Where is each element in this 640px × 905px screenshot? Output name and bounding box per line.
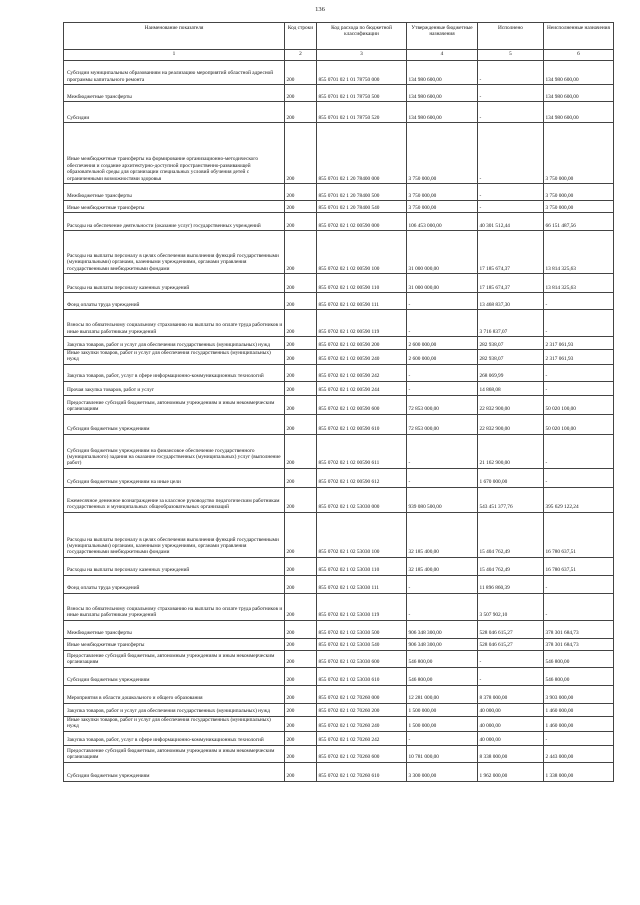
table-row xyxy=(64,620,614,638)
row-name: Закупка товаров, работ и услуг для обеспечения государственных (муниципальных) нужд xyxy=(64,703,285,716)
row-executed-amount: - xyxy=(478,123,544,184)
row-line-code: 200 xyxy=(285,293,317,310)
header-executed: Исполнено xyxy=(478,23,544,50)
table-row xyxy=(64,745,614,762)
row-line-code: 200 xyxy=(285,650,317,667)
row-name: Расходы на выплаты персоналу казенных учреждений xyxy=(64,557,285,575)
row-approved-amount: 12 281 000,00 xyxy=(407,685,478,703)
table-row xyxy=(64,310,614,337)
row-approved-amount: 31 000 000,00 xyxy=(407,231,478,274)
row-remaining-amount: - xyxy=(544,468,614,487)
row-executed-amount: 8 338 000,00 xyxy=(478,745,544,762)
row-approved-amount: - xyxy=(407,293,478,310)
row-approved-amount: - xyxy=(407,381,478,395)
column-number: 6 xyxy=(544,50,614,61)
row-name: Предоставление субсидий бюджетным, автономным учреждениям и иным некоммерческим организациям xyxy=(64,650,285,667)
row-budget-code: 855 0701 02 1 20 78400 500 xyxy=(317,184,407,201)
row-executed-amount: - xyxy=(478,61,544,85)
row-executed-amount: 1 962 000,00 xyxy=(478,762,544,781)
table-row xyxy=(64,364,614,381)
row-name: Фонд оплаты труда учреждений xyxy=(64,575,285,593)
row-name: Иные межбюджетные трансферты xyxy=(64,201,285,213)
row-budget-code: 855 0702 02 1 02 53030 600 xyxy=(317,650,407,667)
row-executed-amount: 40 000,00 xyxy=(478,703,544,716)
row-approved-amount: 1 500 000,00 xyxy=(407,703,478,716)
row-budget-code: 855 0702 02 1 02 00590 240 xyxy=(317,350,407,365)
table-row xyxy=(64,350,614,365)
header-row xyxy=(64,23,614,50)
row-remaining-amount: 395 629 122,24 xyxy=(544,487,614,512)
column-number: 5 xyxy=(478,50,544,61)
row-remaining-amount: 546 800,00 xyxy=(544,650,614,667)
row-remaining-amount: 13 814 325,63 xyxy=(544,274,614,293)
row-name: Мероприятия в области дошкольного и общего образования xyxy=(64,685,285,703)
row-approved-amount: 3 750 000,00 xyxy=(407,123,478,184)
row-remaining-amount: - xyxy=(544,293,614,310)
row-name: Закупка товаров, работ, услуг в сфере информационно-коммуникационных технологий xyxy=(64,731,285,745)
table-row xyxy=(64,201,614,213)
row-line-code: 200 xyxy=(285,310,317,337)
row-remaining-amount: 50 020 100,00 xyxy=(544,414,614,434)
column-number: 3 xyxy=(317,50,407,61)
table-row xyxy=(64,337,614,350)
row-name: Иные межбюджетные трансферты на формирование организационно-методического обеспечения и создание архитектурно-доступной пространственно-развивающей образовательной среды для организации специальных условий обучения детей с ограниченными возможностями здоровья xyxy=(64,123,285,184)
row-name: Прочая закупка товаров, работ и услуг xyxy=(64,381,285,395)
row-remaining-amount: 1 460 000,00 xyxy=(544,703,614,716)
row-executed-amount: 15 404 762,49 xyxy=(478,557,544,575)
row-executed-amount: 40 301 512,44 xyxy=(478,213,544,231)
row-remaining-amount: 16 780 637,51 xyxy=(544,512,614,557)
row-remaining-amount: 3 750 000,00 xyxy=(544,184,614,201)
row-budget-code: 855 0701 02 1 01 78750 000 xyxy=(317,61,407,85)
row-line-code: 200 xyxy=(285,762,317,781)
row-budget-code: 855 0702 02 1 02 00590 610 xyxy=(317,414,407,434)
row-line-code: 200 xyxy=(285,231,317,274)
row-remaining-amount: 134 980 600,00 xyxy=(544,102,614,123)
row-executed-amount: 17 185 674,37 xyxy=(478,274,544,293)
row-executed-amount: - xyxy=(478,667,544,685)
row-remaining-amount: - xyxy=(544,731,614,745)
row-approved-amount: 546 800,00 xyxy=(407,667,478,685)
row-approved-amount: 2 600 000,00 xyxy=(407,337,478,350)
header-budget-code: Код расхода по бюджетной классификации xyxy=(317,23,407,50)
row-name: Межбюджетные трансферты xyxy=(64,184,285,201)
row-approved-amount: 3 750 000,00 xyxy=(407,201,478,213)
row-remaining-amount: 3 750 000,00 xyxy=(544,123,614,184)
row-approved-amount: 10 781 000,00 xyxy=(407,745,478,762)
row-budget-code: 855 0701 02 1 20 78400 540 xyxy=(317,201,407,213)
table-row xyxy=(64,638,614,650)
table-row xyxy=(64,593,614,620)
row-approved-amount: 134 980 600,00 xyxy=(407,102,478,123)
row-line-code: 200 xyxy=(285,184,317,201)
table-row xyxy=(64,213,614,231)
row-budget-code: 855 0701 02 1 01 78750 520 xyxy=(317,102,407,123)
table-row xyxy=(64,274,614,293)
row-budget-code: 855 0702 02 1 02 53030 110 xyxy=(317,557,407,575)
row-executed-amount: 21 162 900,00 xyxy=(478,434,544,468)
row-approved-amount: - xyxy=(407,468,478,487)
table-row xyxy=(64,434,614,468)
row-remaining-amount: 3 903 000,00 xyxy=(544,685,614,703)
row-approved-amount: 134 980 600,00 xyxy=(407,61,478,85)
row-budget-code: 855 0702 02 1 02 00590 119 xyxy=(317,310,407,337)
row-line-code: 200 xyxy=(285,434,317,468)
table-row xyxy=(64,231,614,274)
header-name: Наименование показателя xyxy=(64,23,285,50)
row-executed-amount: 13 468 837,30 xyxy=(478,293,544,310)
page-number: 136 xyxy=(315,6,325,13)
row-budget-code: 855 0702 02 1 02 53030 540 xyxy=(317,638,407,650)
row-remaining-amount: 2 317 061,93 xyxy=(544,350,614,365)
row-budget-code: 855 0702 02 1 02 53030 500 xyxy=(317,620,407,638)
row-line-code: 200 xyxy=(285,364,317,381)
table-row xyxy=(64,575,614,593)
column-number: 2 xyxy=(285,50,317,61)
row-remaining-amount: 66 151 487,56 xyxy=(544,213,614,231)
row-executed-amount: 22 832 900,00 xyxy=(478,414,544,434)
row-budget-code: 855 0702 02 1 02 53030 000 xyxy=(317,487,407,512)
row-executed-amount: 15 404 762,49 xyxy=(478,512,544,557)
row-name: Иные межбюджетные трансферты xyxy=(64,638,285,650)
row-executed-amount: 17 185 674,37 xyxy=(478,231,544,274)
row-remaining-amount: 378 301 684,73 xyxy=(544,638,614,650)
row-approved-amount: - xyxy=(407,575,478,593)
row-name: Ежемесячное денежное вознаграждение за классное руководство педагогическим работникам государственных и муниципальных общеобразовательных организаций xyxy=(64,487,285,512)
table-row xyxy=(64,184,614,201)
row-name: Субсидии муниципальным образованиям на реализацию мероприятий областной адресной программы капитального ремонта xyxy=(64,61,285,85)
row-budget-code: 855 0702 02 1 02 70260 600 xyxy=(317,745,407,762)
table-row xyxy=(64,650,614,667)
table-row xyxy=(64,293,614,310)
row-executed-amount: - xyxy=(478,85,544,102)
row-executed-amount: 40 000,00 xyxy=(478,731,544,745)
row-executed-amount: 8 378 000,00 xyxy=(478,685,544,703)
row-line-code: 200 xyxy=(285,667,317,685)
row-approved-amount: 906 348 300,00 xyxy=(407,638,478,650)
row-budget-code: 855 0702 02 1 02 70260 240 xyxy=(317,716,407,731)
table-row xyxy=(64,512,614,557)
row-approved-amount: 32 185 400,00 xyxy=(407,512,478,557)
row-remaining-amount: 134 980 600,00 xyxy=(544,85,614,102)
row-budget-code: 855 0702 02 1 02 00590 111 xyxy=(317,293,407,310)
table-row xyxy=(64,487,614,512)
table-row xyxy=(64,61,614,85)
row-budget-code: 855 0702 02 1 02 00590 612 xyxy=(317,468,407,487)
row-line-code: 200 xyxy=(285,716,317,731)
budget-execution-table xyxy=(63,22,614,782)
row-executed-amount: 40 000,00 xyxy=(478,716,544,731)
row-approved-amount: 3 750 000,00 xyxy=(407,184,478,201)
row-remaining-amount: - xyxy=(544,593,614,620)
row-budget-code: 855 0702 02 1 02 00590 242 xyxy=(317,364,407,381)
table-row xyxy=(64,85,614,102)
row-approved-amount: - xyxy=(407,310,478,337)
row-name: Межбюджетные трансферты xyxy=(64,620,285,638)
row-name: Взносы по обязательному социальному страхованию на выплаты по оплате труда работников и иные выплаты работникам учреждений xyxy=(64,310,285,337)
row-name: Субсидии xyxy=(64,102,285,123)
table-row xyxy=(64,557,614,575)
row-line-code: 200 xyxy=(285,703,317,716)
row-name: Закупка товаров, работ и услуг для обеспечения государственных (муниципальных) нужд xyxy=(64,337,285,350)
header-line-code: Код строки xyxy=(285,23,317,50)
row-approved-amount: 546 800,00 xyxy=(407,650,478,667)
row-budget-code: 855 0702 02 1 02 53030 119 xyxy=(317,593,407,620)
row-line-code: 200 xyxy=(285,102,317,123)
row-line-code: 200 xyxy=(285,685,317,703)
row-remaining-amount: 3 750 000,00 xyxy=(544,201,614,213)
row-line-code: 200 xyxy=(285,620,317,638)
row-approved-amount: 2 600 000,00 xyxy=(407,350,478,365)
row-executed-amount: - xyxy=(478,201,544,213)
row-budget-code: 855 0701 02 1 01 78750 500 xyxy=(317,85,407,102)
row-executed-amount: - xyxy=(478,102,544,123)
row-line-code: 200 xyxy=(285,468,317,487)
row-remaining-amount: - xyxy=(544,310,614,337)
row-executed-amount: 14 868,08 xyxy=(478,381,544,395)
row-executed-amount: 22 832 900,00 xyxy=(478,395,544,414)
row-line-code: 200 xyxy=(285,123,317,184)
row-budget-code: 855 0702 02 1 02 53030 111 xyxy=(317,575,407,593)
row-line-code: 200 xyxy=(285,201,317,213)
row-approved-amount: 3 300 000,00 xyxy=(407,762,478,781)
row-approved-amount: - xyxy=(407,731,478,745)
row-line-code: 200 xyxy=(285,350,317,365)
row-approved-amount: - xyxy=(407,364,478,381)
row-approved-amount: 939 080 500,00 xyxy=(407,487,478,512)
table-row xyxy=(64,414,614,434)
row-name: Закупка товаров, работ, услуг в сфере информационно-коммуникационных технологий xyxy=(64,364,285,381)
row-name: Расходы на выплаты персоналу казенных учреждений xyxy=(64,274,285,293)
row-name: Субсидии бюджетным учреждениям xyxy=(64,414,285,434)
row-executed-amount: 3 716 837,07 xyxy=(478,310,544,337)
table-body xyxy=(64,61,614,782)
row-remaining-amount: 2 317 061,93 xyxy=(544,337,614,350)
table-row xyxy=(64,716,614,731)
row-name: Иные закупки товаров, работ и услуг для обеспечения государственных (муниципальных) нужд xyxy=(64,716,285,731)
row-line-code: 200 xyxy=(285,395,317,414)
table-row xyxy=(64,667,614,685)
row-approved-amount: 1 500 000,00 xyxy=(407,716,478,731)
row-remaining-amount: 13 814 325,63 xyxy=(544,231,614,274)
row-name: Субсидии бюджетным учреждениям xyxy=(64,762,285,781)
row-budget-code: 855 0702 02 1 02 70260 242 xyxy=(317,731,407,745)
table-row xyxy=(64,731,614,745)
table-row xyxy=(64,468,614,487)
row-budget-code: 855 0702 02 1 02 00590 244 xyxy=(317,381,407,395)
table-row xyxy=(64,123,614,184)
row-budget-code: 855 0702 02 1 02 00590 611 xyxy=(317,434,407,468)
row-line-code: 200 xyxy=(285,414,317,434)
row-remaining-amount: 378 301 684,73 xyxy=(544,620,614,638)
row-executed-amount: 1 670 000,00 xyxy=(478,468,544,487)
row-approved-amount: - xyxy=(407,434,478,468)
row-executed-amount: 282 938,07 xyxy=(478,337,544,350)
row-remaining-amount: - xyxy=(544,364,614,381)
row-line-code: 200 xyxy=(285,274,317,293)
row-executed-amount: 528 046 615,27 xyxy=(478,638,544,650)
row-remaining-amount: - xyxy=(544,381,614,395)
row-remaining-amount: 1 338 000,00 xyxy=(544,762,614,781)
row-executed-amount: 11 896 860,39 xyxy=(478,575,544,593)
row-name: Межбюджетные трансферты xyxy=(64,85,285,102)
column-number-row xyxy=(64,50,614,61)
row-remaining-amount: 546 800,00 xyxy=(544,667,614,685)
row-budget-code: 855 0701 02 1 20 78400 000 xyxy=(317,123,407,184)
column-number: 1 xyxy=(64,50,285,61)
row-approved-amount: 134 980 600,00 xyxy=(407,85,478,102)
row-name: Предоставление субсидий бюджетным, автономным учреждениям и иным некоммерческим организациям xyxy=(64,745,285,762)
row-budget-code: 855 0702 02 1 02 53030 610 xyxy=(317,667,407,685)
row-line-code: 200 xyxy=(285,593,317,620)
row-remaining-amount: 134 980 600,00 xyxy=(544,61,614,85)
row-name: Фонд оплаты труда учреждений xyxy=(64,293,285,310)
header-remaining: Неисполненные назначения xyxy=(544,23,614,50)
row-approved-amount: 72 853 000,00 xyxy=(407,414,478,434)
row-approved-amount: 72 853 000,00 xyxy=(407,395,478,414)
row-line-code: 200 xyxy=(285,61,317,85)
table-row xyxy=(64,685,614,703)
row-line-code: 200 xyxy=(285,745,317,762)
row-budget-code: 855 0702 02 1 02 70260 610 xyxy=(317,762,407,781)
row-approved-amount: 32 185 400,00 xyxy=(407,557,478,575)
row-remaining-amount: 2 443 000,00 xyxy=(544,745,614,762)
row-line-code: 200 xyxy=(285,85,317,102)
row-remaining-amount: 1 460 000,00 xyxy=(544,716,614,731)
row-budget-code: 855 0702 02 1 02 00590 110 xyxy=(317,274,407,293)
row-budget-code: 855 0702 02 1 02 00590 600 xyxy=(317,395,407,414)
row-name: Расходы на обеспечение деятельности (оказание услуг) государственных учреждений xyxy=(64,213,285,231)
row-line-code: 200 xyxy=(285,213,317,231)
row-line-code: 200 xyxy=(285,638,317,650)
row-name: Расходы на выплаты персоналу в целях обеспечения выполнения функций государственными (муниципальными) органами, казенными учреждениями, органами управления государственными внебюджетными фондами xyxy=(64,512,285,557)
row-name: Предоставление субсидий бюджетным, автономным учреждениям и иным некоммерческим организациям xyxy=(64,395,285,414)
row-name: Иные закупки товаров, работ и услуг для обеспечения государственных (муниципальных) нужд xyxy=(64,350,285,365)
row-remaining-amount: - xyxy=(544,575,614,593)
row-budget-code: 855 0702 02 1 02 70260 000 xyxy=(317,685,407,703)
row-line-code: 200 xyxy=(285,512,317,557)
row-budget-code: 855 0702 02 1 02 00590 000 xyxy=(317,213,407,231)
row-name: Субсидии бюджетным учреждениям xyxy=(64,667,285,685)
row-approved-amount: - xyxy=(407,593,478,620)
row-executed-amount: 268 069,99 xyxy=(478,364,544,381)
row-name: Субсидии бюджетным учреждениям на финансовое обеспечение государственного (муниципального) задания на оказание государственных (муниципальных) услуг (выполнение работ) xyxy=(64,434,285,468)
header-approved: Утвержденные бюджетные назначения xyxy=(407,23,478,50)
row-budget-code: 855 0702 02 1 02 00590 200 xyxy=(317,337,407,350)
row-line-code: 200 xyxy=(285,337,317,350)
row-line-code: 200 xyxy=(285,731,317,745)
row-approved-amount: 31 000 000,00 xyxy=(407,274,478,293)
row-executed-amount: 282 938,07 xyxy=(478,350,544,365)
row-budget-code: 855 0702 02 1 02 53030 100 xyxy=(317,512,407,557)
row-name: Расходы на выплаты персоналу в целях обеспечения выполнения функций государственными (муниципальными) органами, казенными учреждениями, органами управления государственными внебюджетными фондами xyxy=(64,231,285,274)
row-executed-amount: - xyxy=(478,650,544,667)
table-row xyxy=(64,395,614,414)
row-line-code: 200 xyxy=(285,575,317,593)
row-executed-amount: 528 046 615,27 xyxy=(478,620,544,638)
row-name: Взносы по обязательному социальному страхованию на выплаты по оплате труда работников и иные выплаты работникам учреждений xyxy=(64,593,285,620)
row-executed-amount: 543 451 377,76 xyxy=(478,487,544,512)
row-executed-amount: 3 507 902,10 xyxy=(478,593,544,620)
row-executed-amount: - xyxy=(478,184,544,201)
row-name: Субсидии бюджетным учреждениям на иные цели xyxy=(64,468,285,487)
row-remaining-amount: - xyxy=(544,434,614,468)
row-budget-code: 855 0702 02 1 02 00590 100 xyxy=(317,231,407,274)
row-remaining-amount: 16 780 637,51 xyxy=(544,557,614,575)
row-line-code: 200 xyxy=(285,381,317,395)
row-budget-code: 855 0702 02 1 02 70260 200 xyxy=(317,703,407,716)
row-line-code: 200 xyxy=(285,487,317,512)
table-row xyxy=(64,381,614,395)
row-approved-amount: 106 453 000,00 xyxy=(407,213,478,231)
row-remaining-amount: 50 020 100,00 xyxy=(544,395,614,414)
table-row xyxy=(64,102,614,123)
column-number: 4 xyxy=(407,50,478,61)
row-approved-amount: 906 348 300,00 xyxy=(407,620,478,638)
row-line-code: 200 xyxy=(285,557,317,575)
table-row xyxy=(64,703,614,716)
table-row xyxy=(64,762,614,781)
